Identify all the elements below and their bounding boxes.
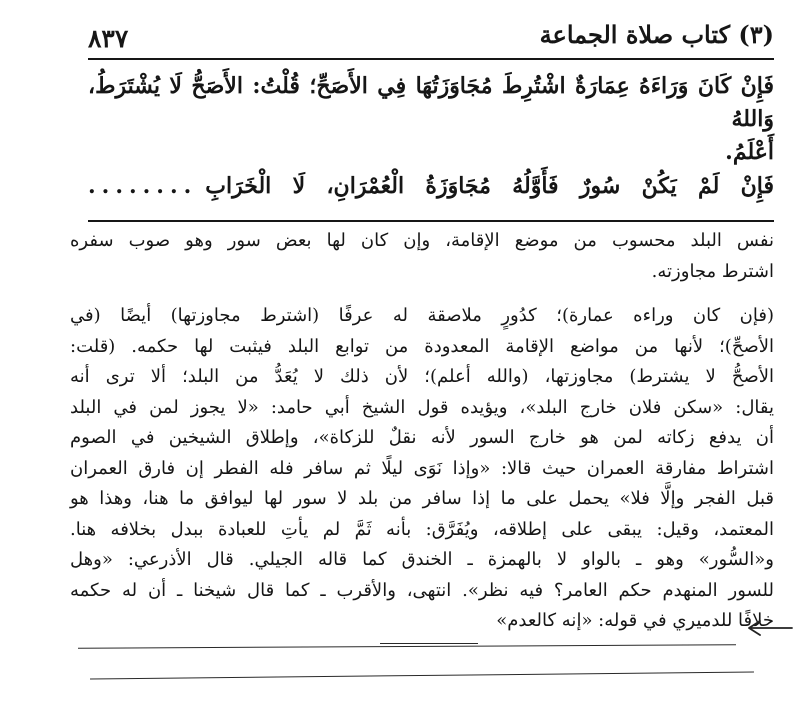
sharh-text [70,226,774,637]
header-rule [88,58,774,60]
matn-sharh-divider [88,220,774,222]
matn-line-1: فَإِنْ كَانَ وَرَاءَهُ عِمَارَةٌ اشْتُرِطَ مُجَاوَزَتُهَا فِي الأَصَحِّ؛ قُلْتُ: الأَصَحُّ لَا يُشْتَرَطُ، وَاللهُ [88,73,774,132]
sharh-line: يقال: «سكن فلان خارج البلد»، ويؤيده قول الشيخ أبي حامد: «لا يجوز لمن في البلد [70,396,774,418]
sharh-line: للسور المنهدم حكم العامر؟ فيه نظر». انتهى، والأقرب ـ كما قال شيخنا ـ أن له حكمه [70,579,774,601]
matn-line-2: أَعْلَمُ. [725,139,774,165]
handwritten-underline [78,644,736,648]
page-header [88,18,774,62]
sharh-line: نفس البلد محسوب من موضع الإقامة، وإن كان لها بعض سور وهو صوب سفره [70,230,774,251]
handwritten-underline [90,672,754,680]
sharh-line: خلافًا للدميري في قوله: «إنه كالعدم» [496,610,774,631]
matn-dots: ........ [88,173,198,199]
sharh-line: الأصحِّ)؛ لأنها من مواضع الإقامة المعدودة من توابع البلد فيثبت لها حكمه. (قلت: [70,335,774,357]
handwritten-underline [380,643,478,644]
sharh-line: أن يدفع زكاته لمن هو خارج السور لأنه نقلٌ للزكاة»، وإطلاق الشيخين في الصوم [70,427,774,448]
chapter-title: (٣) كتاب صلاة الجماعة [539,20,774,49]
matn-line-3 [88,170,774,203]
matn-line-3-text: فَإِنْ لَمْ يَكُنْ سُورٌ فَأَوَّلُهُ مُجَاوَزَةُ الْعُمْرَانِ، لَا الْخَرَابِ [205,173,774,199]
handwritten-arrow-icon [744,618,794,638]
sharh-line: الأصحُّ لا يشترط) مجاوزتها، (والله أعلم)؛ لأن ذلك لا يُعَدُّ من البلد؛ ألا ترى أنه [70,366,774,387]
matn-text [88,70,774,199]
sharh-line: (فإن كان وراءه عمارة)؛ كدُورٍ ملاصقة له عرفًا (اشترط مجاوزتها) أيضًا (في [70,305,774,326]
sharh-line: اشترط مجاوزته. [651,260,774,282]
sharh-line: اشتراط مفارقة العمران حيث قالا: «وإذا نَوَى ليلًا ثم سافر فله الفطر إن فارق العمران [70,457,774,479]
sharh-line: المعتمد، وقيل: يبقى على إطلاقه، ويُفَرَّق: بأنه ثَمَّ لم يأتِ للعبادة ببدل بخلافه هنا. [70,518,774,540]
page-number: ٨٣٧ [88,24,129,53]
sharh-line: قبل الفجر وإلَّا فلا» يحمل على ما إذا سافر من بلد لا سور لها ليوافق ما هنا، وهذا هو [70,488,774,509]
sharh-line: و«السُّور» وهو ـ بالواو لا بالهمزة ـ الخندق كما قاله الجيلي. قال الأذرعي: «وهل [70,549,774,570]
